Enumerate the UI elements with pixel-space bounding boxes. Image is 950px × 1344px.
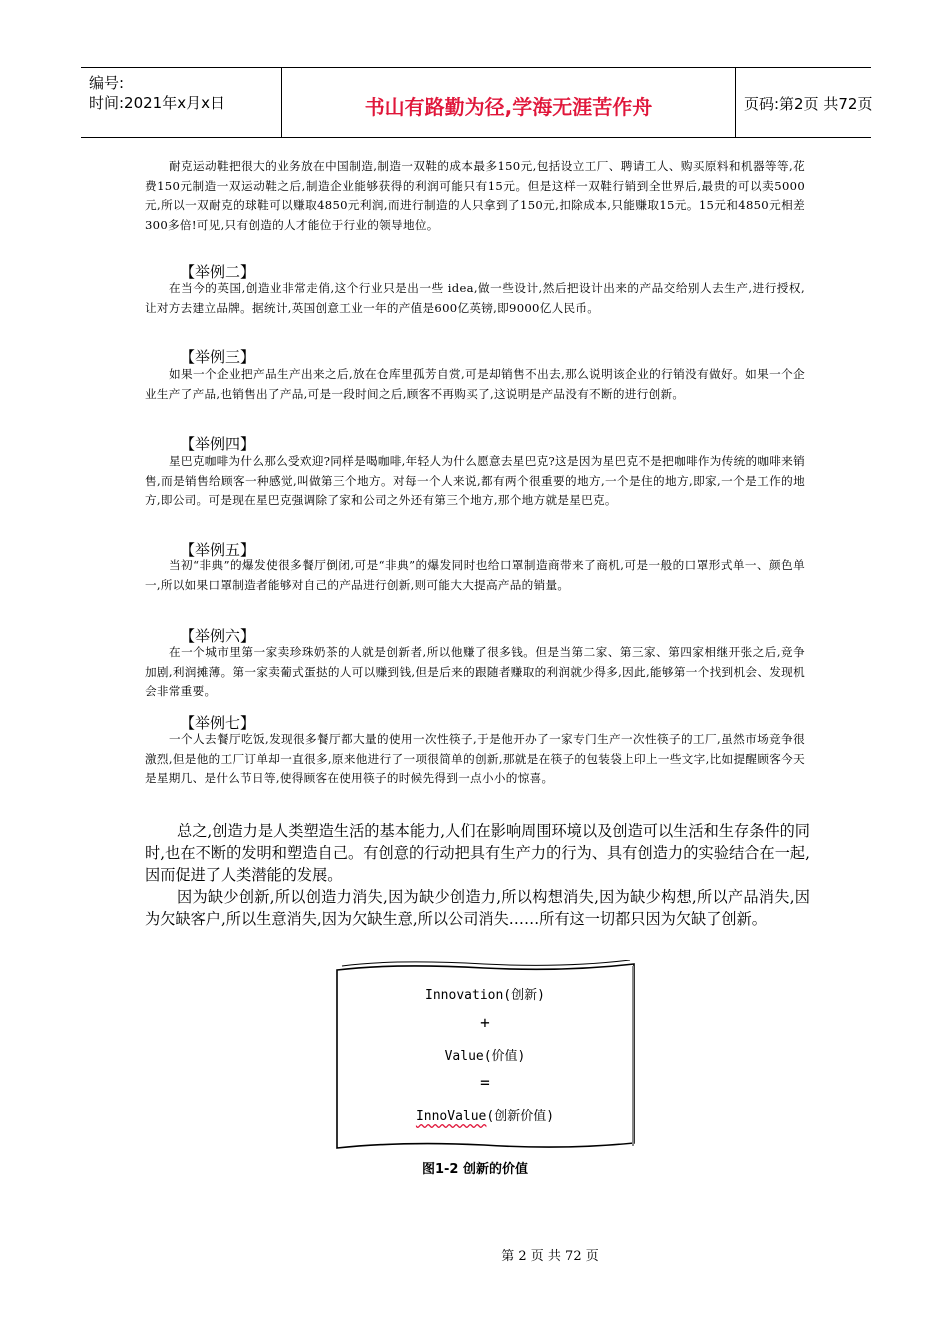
- header-motto-cell: [282, 68, 736, 137]
- example-2-text: 在当今的英国,创造业非常走俏,这个行业只是出一些 idea,做一些设计,然后把设计出来的产品交给别人去生产,进行授权,让对方去建立品牌。据统计,英国创意工业一年的产值是600亿英镑,即9000亿人民币。: [145, 281, 805, 315]
- figure-innovalue-line: [334, 1105, 636, 1124]
- example-6-heading: 【举例六】: [180, 627, 256, 645]
- example-2-heading: 【举例二】: [180, 263, 256, 281]
- summary-paragraph-1: 总之,创造力是人类塑造生活的基本能力,人们在影响周围环境以及创造可以生活和生存条件的同时,也在不断的发明和塑造自己。有创意的行动把具有生产力的行为、具有创造力的实验结合在一起,因而促进了人类潜能的发展。: [145, 822, 810, 884]
- example-3-text: 如果一个企业把产品生产出来之后,放在仓库里孤芳自赏,可是却销售不出去,那么说明该企业的行销没有做好。如果一个企业生产了产品,也销售出了产品,可是一段时间之后,顾客不再购买了,这说明是产品没有不断的进行创新。: [145, 367, 805, 401]
- figure-equals-sign: =: [480, 1073, 490, 1092]
- figure-plus-sign: +: [480, 1013, 490, 1032]
- example-3-heading: 【举例三】: [180, 348, 256, 366]
- header-meta-cell: [81, 68, 282, 137]
- motto-text: 书山有路勤为径,学海无涯苦作舟: [364, 95, 653, 119]
- example-7-heading: 【举例七】: [180, 714, 256, 732]
- document-header: [81, 67, 871, 138]
- example-6-text: 在一个城市里第一家卖珍珠奶茶的人就是创新者,所以他赚了很多钱。但是当第二家、第三家、第四家相继开张之后,竞争加剧,利润摊薄。第一家卖葡式蛋挞的人可以赚到钱,但是后来的跟随者赚取的利润就少得多,因此,能够第一个找到机会、发现机会非常重要。: [145, 645, 805, 698]
- example-5-heading: 【举例五】: [180, 541, 256, 559]
- innovalue-figure: [334, 960, 636, 1152]
- figure-value-line: Value(价值): [444, 1049, 526, 1064]
- header-page-cell: [736, 68, 871, 137]
- page-number-label: 页码:第2页 共72页: [744, 95, 873, 113]
- innovalue-word: InnoValue: [415, 1109, 487, 1124]
- nike-paragraph: 耐克运动鞋把很大的业务放在中国制造,制造一双鞋的成本最多150元,包括设立工厂、聘请工人、购买原料和机器等等,花费150元制造一双运动鞋之后,制造企业能够获得的利润可能只有15元。但是这样一双鞋行销到全世界后,最贵的可以卖5000元,所以一双耐克的球鞋可以赚取4850元利润,而进行制造的人只拿到了150元,扣除成本,只能赚取15元。15元和4850元相差300多倍!可见,只有创造的人才能位于行业的领导地位。: [145, 159, 805, 232]
- number-label: 编号:: [89, 74, 125, 92]
- example-5-text: 当初“非典”的爆发使很多餐厅倒闭,可是“非典”的爆发同时也给口罩制造商带来了商机,可是一般的口罩形式单一、颜色单一,所以如果口罩制造者能够对自己的产品进行创新,则可能大大提高产品的销量。: [145, 558, 805, 592]
- date-label: 时间:2021年x月x日: [89, 94, 225, 112]
- figure-innovation-line: Innovation(创新): [425, 988, 545, 1003]
- figure-caption: 图1-2 创新的价值: [421, 1162, 528, 1177]
- page-footer: 第 2 页 共 72 页: [501, 1249, 599, 1264]
- example-4-heading: 【举例四】: [180, 435, 256, 453]
- example-4-text: 星巴克咖啡为什么那么受欢迎?同样是喝咖啡,年轻人为什么愿意去星巴克?这是因为星巴克不是把咖啡作为传统的咖啡来销售,而是销售给顾客一种感觉,叫做第三个地方。对每一个人来说,都有两个很重要的地方,一个是住的地方,即家,一个是工作的地方,即公司。可是现在星巴克强调除了家和公司之外还有第三个地方,那个地方就是星巴克。: [145, 454, 805, 507]
- example-7-text: 一个人去餐厅吃饭,发现很多餐厅都大量的使用一次性筷子,于是他开办了一家专门生产一次性筷子的工厂,虽然市场竞争很激烈,但是他的工厂订单却一直很多,原来他进行了一项很简单的创新,那就是在筷子的包装袋上印上一些文字,比如提醒顾客今天是星期几、是什么节日等,使得顾客在使用筷子的时候先得到一点小小的惊喜。: [145, 732, 805, 785]
- summary-paragraph-2: 因为缺少创新,所以创造力消失,因为缺少创造力,所以构想消失,因为缺少构想,所以产品消失,因为欠缺客户,所以生意消失,因为欠缺生意,所以公司消失……所有这一切都只因为欠缺了创新。: [145, 888, 810, 928]
- innovalue-translation: (创新价值): [486, 1109, 555, 1124]
